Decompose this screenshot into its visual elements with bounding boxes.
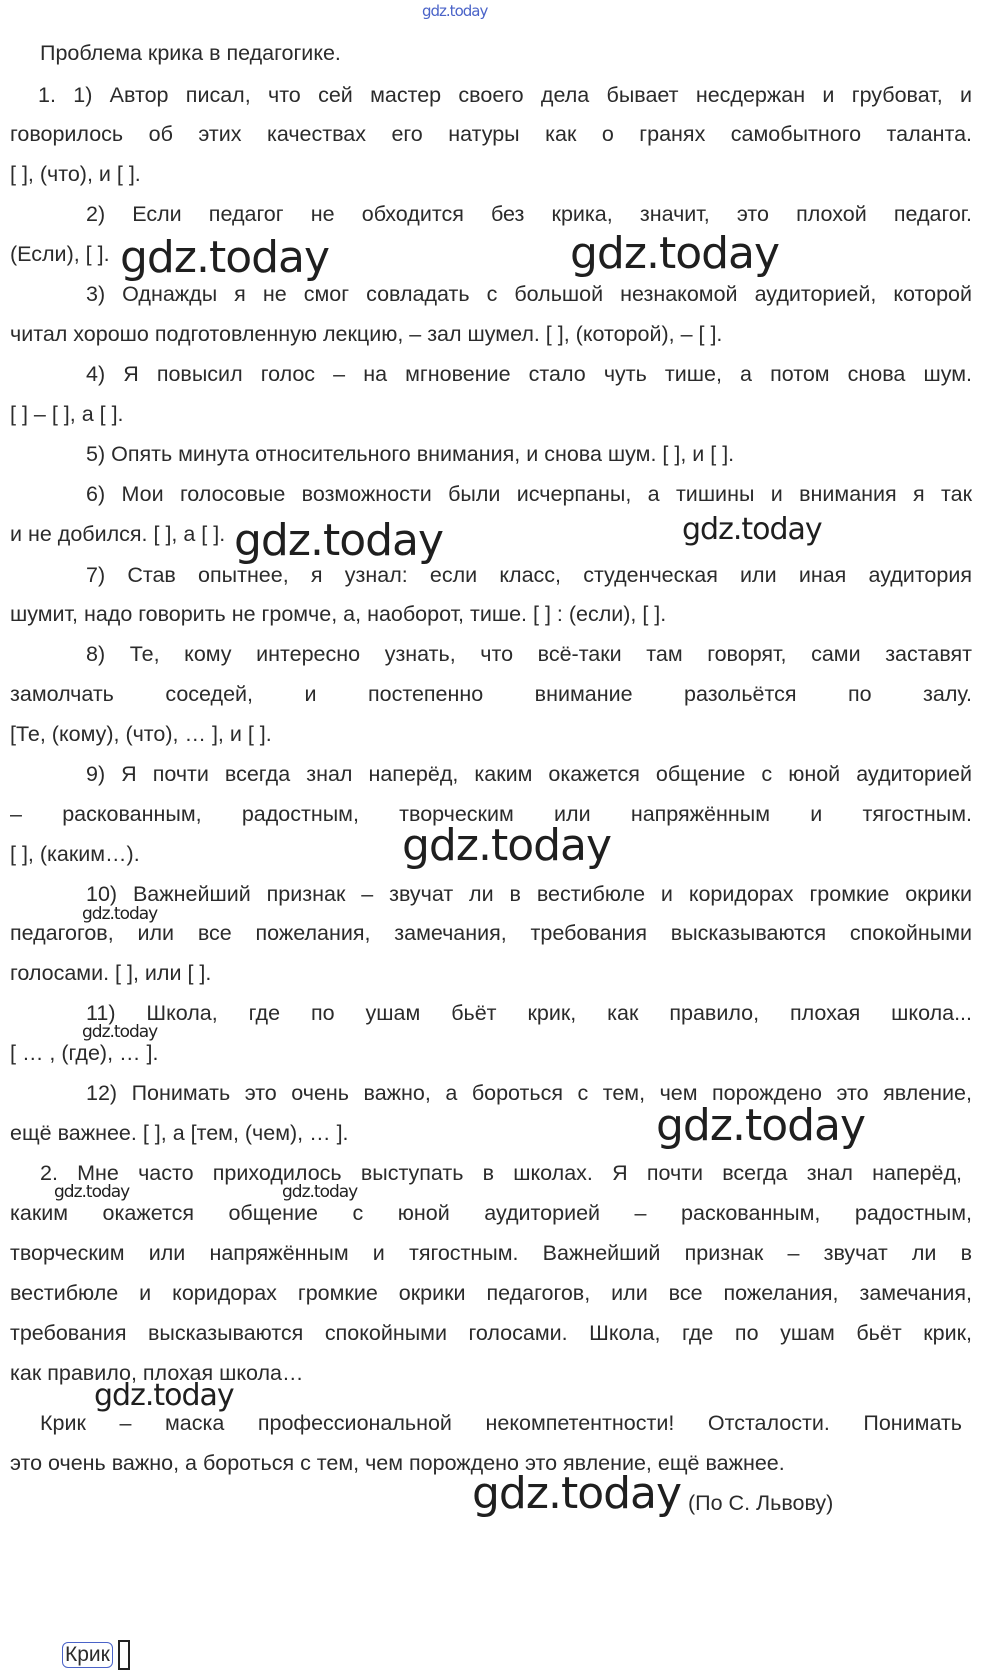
watermark-6: gdz.today (82, 904, 158, 924)
watermark-11: gdz.today (94, 1378, 234, 1413)
s8-line1: 8) Те, кому интересно узнать, что всё-таки там говорят, сами заставят (86, 642, 972, 666)
task2-line5: требования высказываются спокойными голосами. Школа, где по ушам бьёт крик, (10, 1321, 972, 1345)
task2-line1: 2. Мне часто приходилось выступать в школах. Я почти всегда знал наперёд, (40, 1161, 962, 1185)
s3-line1: 3) Однажды я не смог совладать с большой незнакомой аудиторией, которой (86, 282, 972, 306)
watermark-4: gdz.today (682, 512, 822, 547)
watermark-7: gdz.today (82, 1022, 158, 1042)
watermark-2: gdz.today (570, 228, 780, 279)
s9-line2: – раскованным, радостным, творческим или напряжённым и тягостным. (10, 802, 972, 826)
s10-line2: педагогов, или все пожелания, замечания, требования высказываются спокойными (10, 921, 972, 945)
answer-word: Крик (62, 1642, 113, 1668)
s6-line2: и не добился. [ ], а [ ]. (10, 522, 226, 546)
watermark-top: gdz.today (422, 2, 488, 20)
text-cursor-icon (118, 1640, 130, 1670)
s1-line2: говорилось об этих качествах его натуры как о гранях самобытного таланта. (10, 122, 972, 146)
s8-scheme: [Те, (кому), (что), … ], и [ ]. (10, 722, 272, 746)
page-title: Проблема крика в педагогике. (40, 41, 341, 65)
s11-line1: 11) Школа, где по ушам бьёт крик, как правило, плохая школа... (86, 1001, 972, 1025)
source-attribution: (По С. Львову) (688, 1491, 834, 1515)
s2-line1: 2) Если педагог не обходится без крика, значит, это плохой педагог. (86, 202, 972, 226)
s9-scheme: [ ], (каким…). (10, 842, 140, 866)
watermark-1: gdz.today (120, 232, 330, 283)
s12-line1: 12) Понимать это очень важно, а бороться с тем, чем порождено это явление, (86, 1081, 972, 1105)
task2-line7: Крик – маска профессиональной некомпетентности! Отсталости. Понимать (40, 1411, 962, 1435)
s12-line2: ещё важнее. [ ], а [тем, (чем), … ]. (10, 1121, 349, 1145)
watermark-12: gdz.today (472, 1468, 682, 1519)
s1-scheme: [ ], (что), и [ ]. (10, 162, 141, 186)
cropped-top-line (10, 0, 310, 12)
s5-line1: 5) Опять минута относительного внимания, и снова шум. [ ], и [ ]. (86, 442, 735, 466)
watermark-3: gdz.today (234, 515, 444, 566)
watermark-9: gdz.today (54, 1182, 130, 1202)
task2-line8: это очень важно, а бороться с тем, чем порождено это явление, ещё важнее. (10, 1451, 785, 1475)
watermark-5: gdz.today (402, 820, 612, 871)
task2-line4: вестибюле и коридорах громкие окрики педагогов, или все пожелания, замечания, (10, 1281, 972, 1305)
s4-line1: 4) Я повысил голос – на мгновение стало чуть тише, а потом снова шум. (86, 362, 972, 386)
s10-line3: голосами. [ ], или [ ]. (10, 961, 212, 985)
s10-line1: 10) Важнейший признак – звучат ли в вестибюле и коридорах громкие окрики (86, 882, 972, 906)
task2-line3: творческим или напряжённым и тягостным. Важнейший признак – звучат ли в (10, 1241, 972, 1265)
s2-scheme: (Если), [ ]. (10, 242, 110, 266)
task2-line6: как правило, плохая школа… (10, 1361, 304, 1385)
s9-line1: 9) Я почти всегда знал наперёд, каким окажется общение с юной аудиторией (86, 762, 972, 786)
s1-line1: 1. 1) Автор писал, что сей мастер своего дела бывает несдержан и грубоват, и (38, 83, 972, 107)
s11-scheme: [ … , (где), … ]. (10, 1041, 159, 1065)
watermark-8: gdz.today (656, 1100, 866, 1151)
watermark-10: gdz.today (282, 1182, 358, 1202)
s7-line2: шумит, надо говорить не громче, а, наоборот, тише. [ ] : (если), [ ]. (10, 602, 667, 626)
s7-line1: 7) Став опытнее, я узнал: если класс, студенческая или иная аудитория (86, 563, 972, 587)
s3-line2: читал хорошо подготовленную лекцию, – зал шумел. [ ], (которой), – [ ]. (10, 322, 723, 346)
s4-scheme: [ ] – [ ], а [ ]. (10, 402, 124, 426)
s6-line1: 6) Мои голосовые возможности были исчерпаны, а тишины и внимания я так (86, 482, 972, 506)
task2-line2: каким окажется общение с юной аудиторией – раскованным, радостным, (10, 1201, 972, 1225)
s8-line2: замолчать соседей, и постепенно внимание разольётся по залу. (10, 682, 972, 706)
